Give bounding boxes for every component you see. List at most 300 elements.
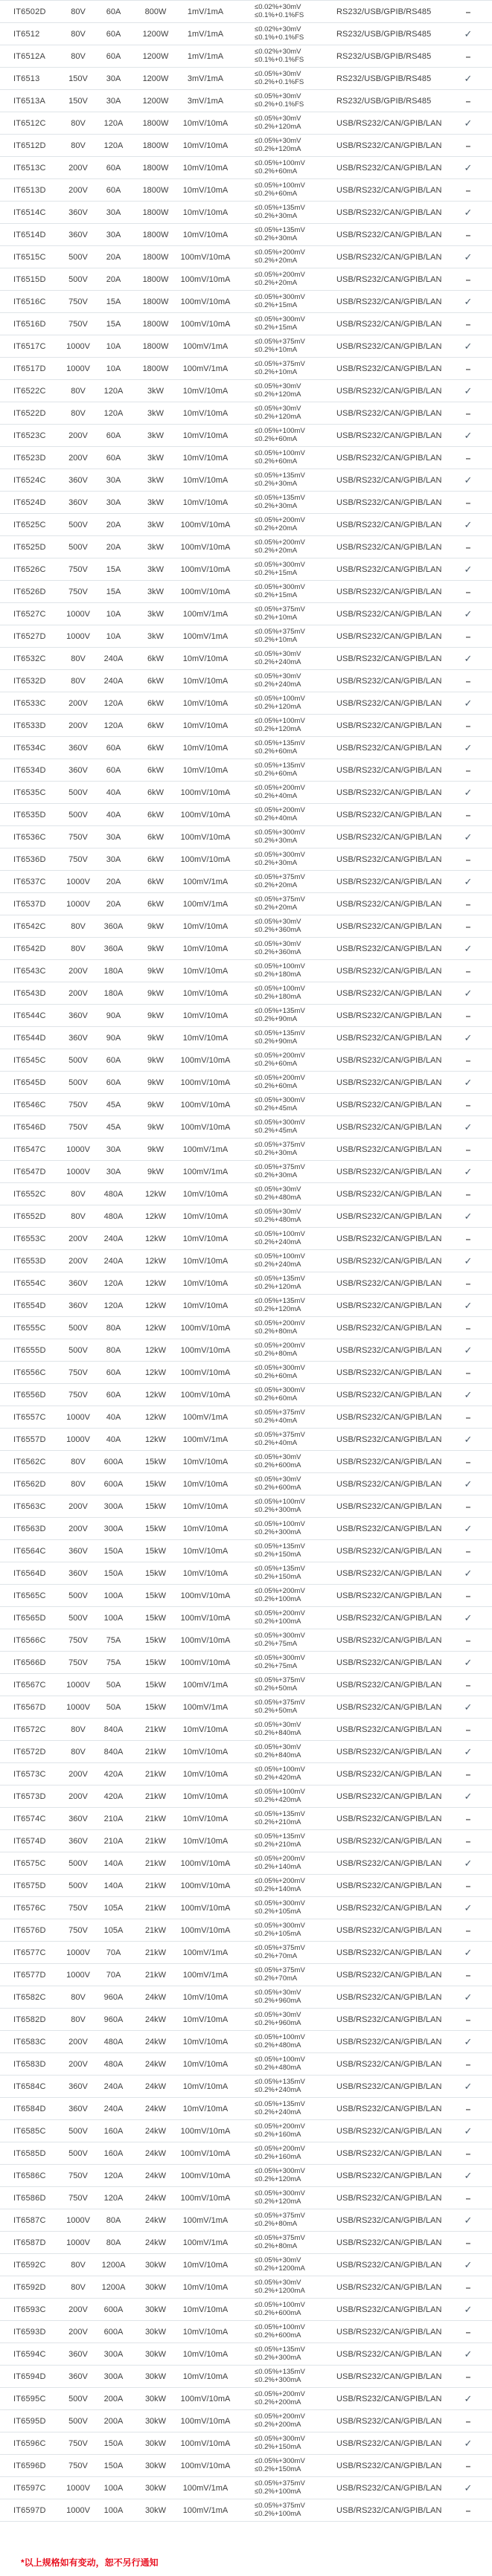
accuracy-line1: ≤0.05%+200mV (255, 2412, 305, 2421)
accuracy-cell (234, 2346, 331, 2362)
table-row (0, 2388, 492, 2410)
accuracy-cell (234, 1543, 331, 1559)
model-cell: IT6592D (13, 2282, 46, 2292)
power-cell: 15kW (144, 1524, 167, 1533)
power-cell: 15kW (144, 1635, 167, 1645)
accuracy-line2: ≤0.2%+140mA (255, 1862, 301, 1871)
resolution-cell: 100mV/1mA (182, 1680, 229, 1690)
table-row (0, 1295, 492, 1317)
accuracy-cell (234, 405, 331, 421)
model-cell: IT6576C (13, 1903, 46, 1913)
accuracy-line1: ≤0.05%+375mV (255, 1408, 305, 1417)
table-row (0, 826, 492, 849)
accuracy-line1: ≤0.05%+200mV (255, 248, 305, 257)
voltage-cell: 1000V (66, 1948, 90, 1957)
model-cell: IT6533C (13, 698, 46, 708)
standard-flag: ✓ (464, 1567, 473, 1579)
accuracy-line2: ≤0.2%+30mA (255, 836, 298, 845)
resolution-cell: 10mV/10mA (182, 698, 229, 708)
resolution-cell: 10mV/10mA (182, 2260, 229, 2270)
resolution-cell: 100mV/10mA (180, 1055, 231, 1065)
voltage-cell: 750V (68, 2193, 88, 2203)
model-cell: IT6516C (13, 297, 46, 306)
model-cell: IT6594C (13, 2349, 46, 2359)
model-cell: IT6595D (13, 2416, 46, 2426)
current-cell: 30A (106, 475, 121, 485)
table-row (0, 23, 492, 45)
accuracy-line1: ≤0.05%+100mV (255, 2033, 305, 2041)
accuracy-cell (234, 1945, 331, 1960)
accuracy-line1: ≤0.05%+135mV (255, 2368, 305, 2376)
table-row (0, 1495, 492, 1518)
accuracy-line1: ≤0.05%+30mV (255, 2279, 301, 2287)
table-row (0, 1629, 492, 1652)
interfaces-cell: USB/RS232/CAN/GPIB/LAN (336, 2505, 442, 2515)
standard-flag: – (465, 1278, 471, 1289)
accuracy-cell (234, 1075, 331, 1090)
voltage-cell: 360V (68, 1814, 88, 1823)
resolution-cell: 100mV/1mA (182, 1702, 229, 1712)
standard-flag: ✓ (464, 1031, 473, 1043)
accuracy-cell (234, 1699, 331, 1715)
voltage-cell: 750V (68, 2461, 88, 2470)
table-row (0, 603, 492, 625)
power-cell: 21kW (144, 1970, 167, 1980)
accuracy-line1: ≤0.02%+30mV (255, 3, 301, 11)
accuracy-line1: ≤0.05%+100mV (255, 717, 305, 725)
standard-flag: ✓ (464, 2437, 473, 2449)
accuracy-cell (234, 517, 331, 532)
voltage-cell: 150V (68, 96, 88, 106)
interfaces-cell: USB/RS232/CAN/GPIB/LAN (336, 1791, 442, 1801)
voltage-cell: 80V (71, 51, 86, 61)
accuracy-cell (234, 1454, 331, 1469)
table-row (0, 224, 492, 246)
current-cell: 30A (106, 207, 121, 217)
model-cell: IT6542D (13, 944, 46, 953)
current-cell: 200A (103, 2394, 124, 2403)
current-cell: 420A (103, 1769, 124, 1779)
model-cell: IT6546C (13, 1100, 46, 1110)
power-cell: 9kW (147, 966, 164, 976)
model-cell: IT6565D (13, 1613, 46, 1623)
resolution-cell: 10mV/10mA (182, 765, 229, 775)
voltage-cell: 1000V (66, 631, 90, 641)
standard-flag: – (465, 631, 471, 642)
accuracy-line1: ≤0.05%+300mV (255, 1118, 305, 1127)
standard-flag: – (465, 2326, 471, 2337)
standard-flag: ✓ (464, 563, 473, 575)
resolution-cell: 10mV/10mA (182, 230, 229, 239)
interfaces-cell: USB/RS232/CAN/GPIB/LAN (336, 1903, 442, 1913)
resolution-cell: 10mV/10mA (182, 921, 229, 931)
interfaces-cell: USB/RS232/CAN/GPIB/LAN (336, 631, 442, 641)
model-cell: IT6513D (13, 185, 46, 195)
standard-flag: ✓ (464, 2125, 473, 2137)
standard-flag: ✓ (464, 474, 473, 486)
accuracy-cell (234, 450, 331, 466)
resolution-cell: 10mV/10mA (182, 2059, 229, 2069)
accuracy-line1: ≤0.05%+300mV (255, 1364, 305, 1372)
accuracy-line1: ≤0.05%+100mV (255, 1498, 305, 1506)
power-cell: 24kW (144, 2238, 167, 2247)
voltage-cell: 200V (68, 2305, 88, 2314)
model-cell: IT6544D (13, 1033, 46, 1043)
accuracy-line1: ≤0.05%+135mV (255, 226, 305, 234)
current-cell: 840A (103, 1725, 124, 1734)
accuracy-cell (234, 1922, 331, 1938)
table-row (0, 1942, 492, 1964)
resolution-cell: 10mV/10mA (182, 2371, 229, 2381)
accuracy-line1: ≤0.05%+375mV (255, 1698, 305, 1707)
accuracy-line2: ≤0.2%+120mA (255, 1282, 301, 1291)
voltage-cell: 1000V (66, 2483, 90, 2493)
accuracy-cell (234, 1142, 331, 1157)
accuracy-line1: ≤0.05%+100mV (255, 962, 305, 970)
accuracy-cell (234, 1610, 331, 1626)
voltage-cell: 80V (71, 118, 86, 128)
model-cell: IT6556D (13, 1390, 46, 1400)
interfaces-cell: USB/RS232/CAN/GPIB/LAN (336, 1301, 442, 1310)
interfaces-cell: USB/RS232/CAN/GPIB/LAN (336, 2438, 442, 2448)
accuracy-line1: ≤0.05%+135mV (255, 2345, 305, 2354)
power-cell: 21kW (144, 1948, 167, 1957)
model-cell: IT6547D (13, 1167, 46, 1176)
power-cell: 30kW (144, 2438, 167, 2448)
resolution-cell: 10mV/10mA (182, 1457, 229, 1466)
resolution-cell: 10mV/10mA (182, 453, 229, 463)
accuracy-line2: ≤0.2%+60mA (255, 1394, 298, 1403)
current-cell: 600A (103, 1457, 124, 1466)
resolution-cell: 100mV/10mA (180, 2416, 231, 2426)
accuracy-line2: ≤0.2%+140mA (255, 1884, 301, 1893)
table-row (0, 202, 492, 224)
table-row (0, 2009, 492, 2031)
current-cell: 60A (106, 185, 121, 195)
power-cell: 6kW (147, 788, 164, 797)
accuracy-cell (234, 1632, 331, 1648)
accuracy-line2: ≤0.2%+80mA (255, 1349, 298, 1358)
accuracy-line1: ≤0.05%+30mV (255, 918, 301, 926)
table-row (0, 1786, 492, 1808)
current-cell: 210A (103, 1814, 124, 1823)
table-row (0, 1250, 492, 1272)
accuracy-cell (234, 1030, 331, 1046)
interfaces-cell: USB/RS232/CAN/GPIB/LAN (336, 341, 442, 351)
interfaces-cell: USB/RS232/CAN/GPIB/LAN (336, 1591, 442, 1600)
interfaces-cell: RS232/USB/GPIB/RS485 (336, 29, 432, 39)
power-cell: 21kW (144, 1791, 167, 1801)
accuracy-line2: ≤0.2%+45mA (255, 1126, 298, 1135)
interfaces-cell: USB/RS232/CAN/GPIB/LAN (336, 386, 442, 396)
accuracy-cell (234, 1186, 331, 1202)
accuracy-line1: ≤0.05%+100mV (255, 1765, 305, 1774)
standard-flag: – (465, 1501, 471, 1512)
accuracy-line1: ≤0.05%+100mV (255, 695, 305, 703)
interfaces-cell: USB/RS232/CAN/GPIB/LAN (336, 2037, 442, 2047)
standard-flag: ✓ (464, 1611, 473, 1623)
table-row (0, 1451, 492, 1473)
accuracy-cell (234, 1655, 331, 1670)
accuracy-line1: ≤0.05%+30mV (255, 940, 301, 948)
resolution-cell: 10mV/10mA (182, 1033, 229, 1043)
accuracy-line2: ≤0.2%+70mA (255, 1974, 298, 1983)
table-row (0, 2254, 492, 2276)
current-cell: 420A (103, 1791, 124, 1801)
interfaces-cell: USB/RS232/CAN/GPIB/LAN (336, 1278, 442, 1288)
voltage-cell: 750V (68, 832, 88, 842)
voltage-cell: 80V (71, 1747, 86, 1756)
resolution-cell: 10mV/10mA (182, 2104, 229, 2113)
accuracy-line2: ≤0.2%+1200mA (255, 2264, 305, 2273)
accuracy-cell (234, 1476, 331, 1492)
table-row (0, 2098, 492, 2120)
standard-flag: ✓ (464, 2392, 473, 2404)
standard-flag: ✓ (464, 1478, 473, 1490)
interfaces-cell: USB/RS232/CAN/GPIB/LAN (336, 2483, 442, 2493)
model-cell: IT6537D (13, 899, 46, 909)
power-cell: 9kW (147, 944, 164, 953)
power-cell: 30kW (144, 2282, 167, 2292)
accuracy-cell (234, 1164, 331, 1179)
model-cell: IT6536D (13, 854, 46, 864)
model-cell: IT6597C (13, 2483, 46, 2493)
interfaces-cell: RS232/USB/GPIB/RS485 (336, 7, 432, 16)
interfaces-cell: USB/RS232/CAN/GPIB/LAN (336, 319, 442, 329)
interfaces-cell: USB/RS232/CAN/GPIB/LAN (336, 1345, 442, 1355)
table-row (0, 1585, 492, 1607)
voltage-cell: 360V (68, 2081, 88, 2091)
voltage-cell: 80V (71, 676, 86, 686)
model-cell: IT6547C (13, 1144, 46, 1154)
current-cell: 60A (106, 1078, 121, 1087)
power-cell: 3kW (147, 631, 164, 641)
power-cell: 1200W (142, 96, 169, 106)
voltage-cell: 80V (71, 1211, 86, 1221)
standard-flag: – (465, 408, 471, 419)
interfaces-cell: USB/RS232/CAN/GPIB/LAN (336, 1858, 442, 1868)
model-cell: IT6587D (13, 2238, 46, 2247)
interfaces-cell: USB/RS232/CAN/GPIB/LAN (336, 2327, 442, 2337)
table-row (0, 1518, 492, 1540)
standard-flag: ✓ (464, 1076, 473, 1088)
standard-flag: – (465, 898, 471, 909)
standard-flag: ✓ (464, 1745, 473, 1757)
voltage-cell: 1000V (66, 1167, 90, 1176)
voltage-cell: 500V (68, 1345, 88, 1355)
accuracy-line1: ≤0.05%+200mV (255, 271, 305, 279)
current-cell: 160A (103, 2126, 124, 2136)
accuracy-cell (234, 271, 331, 287)
accuracy-line1: ≤0.05%+300mV (255, 1654, 305, 1662)
accuracy-cell (234, 2458, 331, 2473)
accuracy-cell (234, 673, 331, 689)
accuracy-line2: ≤0.2%+120mA (255, 122, 301, 131)
interfaces-cell: USB/RS232/CAN/GPIB/LAN (336, 2238, 442, 2247)
interfaces-cell: USB/RS232/CAN/GPIB/LAN (336, 1970, 442, 1980)
standard-flag: ✓ (464, 2169, 473, 2181)
model-cell: IT6546D (13, 1122, 46, 1132)
power-cell: 3kW (147, 431, 164, 440)
interfaces-cell: USB/RS232/CAN/GPIB/LAN (336, 564, 442, 574)
accuracy-cell (234, 718, 331, 733)
interfaces-cell: USB/RS232/CAN/GPIB/LAN (336, 141, 442, 150)
standard-flag: – (465, 586, 471, 597)
interfaces-cell: USB/RS232/CAN/GPIB/LAN (336, 676, 442, 686)
model-cell: IT6525D (13, 542, 46, 552)
voltage-cell: 500V (68, 1323, 88, 1333)
power-cell: 6kW (147, 899, 164, 909)
accuracy-line2: ≤0.2%+120mA (255, 390, 301, 399)
voltage-cell: 750V (68, 854, 88, 864)
accuracy-line2: ≤0.2%+100mA (255, 1594, 301, 1603)
standard-flag: ✓ (464, 1656, 473, 1668)
interfaces-cell: USB/RS232/CAN/GPIB/LAN (336, 1122, 442, 1132)
interfaces-cell: USB/RS232/CAN/GPIB/LAN (336, 1457, 442, 1466)
current-cell: 40A (106, 1412, 121, 1422)
accuracy-line2: ≤0.2%+420mA (255, 1773, 301, 1782)
standard-flag: ✓ (464, 1344, 473, 1356)
table-row (0, 737, 492, 759)
table-row (0, 581, 492, 603)
accuracy-line1: ≤0.05%+375mV (255, 895, 305, 904)
standard-flag: ✓ (464, 2258, 473, 2270)
current-cell: 240A (103, 2081, 124, 2091)
voltage-cell: 200V (68, 431, 88, 440)
power-cell: 24kW (144, 2126, 167, 2136)
power-cell: 15kW (144, 1501, 167, 1511)
accuracy-cell (234, 1052, 331, 1068)
standard-flag: – (465, 965, 471, 976)
accuracy-cell (234, 1878, 331, 1893)
resolution-cell: 100mV/10mA (180, 1368, 231, 1377)
table-row (0, 1339, 492, 1362)
current-cell: 1200A (101, 2260, 126, 2270)
standard-flag: – (465, 2282, 471, 2293)
power-cell: 24kW (144, 2037, 167, 2047)
current-cell: 60A (106, 29, 121, 39)
current-cell: 80A (106, 2215, 121, 2225)
voltage-cell: 80V (71, 408, 86, 418)
standard-flag: ✓ (464, 1902, 473, 1913)
resolution-cell: 3mV/1mA (187, 74, 224, 83)
accuracy-cell (234, 985, 331, 1001)
accuracy-line1: ≤0.05%+300mV (255, 1632, 305, 1640)
standard-flag: – (465, 1813, 471, 1824)
voltage-cell: 750V (68, 1390, 88, 1400)
model-cell: IT6542C (13, 921, 46, 931)
current-cell: 100A (103, 1591, 124, 1600)
resolution-cell: 100mV/10mA (180, 274, 231, 284)
power-cell: 9kW (147, 1144, 164, 1154)
model-cell: IT6536C (13, 832, 46, 842)
accuracy-line2: ≤0.2%+20mA (255, 903, 298, 912)
accuracy-line2: ≤0.2%+240mA (255, 2108, 301, 2116)
model-cell: IT6537C (13, 877, 46, 886)
model-cell: IT6567C (13, 1680, 46, 1690)
current-cell: 15A (106, 587, 121, 596)
accuracy-cell (234, 1744, 331, 1759)
current-cell: 50A (106, 1680, 121, 1690)
resolution-cell: 10mV/10mA (182, 743, 229, 753)
accuracy-line1: ≤0.05%+300mV (255, 583, 305, 591)
voltage-cell: 500V (68, 2394, 88, 2403)
accuracy-line1: ≤0.05%+200mV (255, 1319, 305, 1327)
accuracy-line1: ≤0.05%+300mV (255, 561, 305, 569)
model-cell: IT6597D (13, 2505, 46, 2515)
table-row (0, 849, 492, 871)
interfaces-cell: USB/RS232/CAN/GPIB/LAN (336, 1479, 442, 1489)
current-cell: 20A (106, 252, 121, 262)
voltage-cell: 1000V (66, 1702, 90, 1712)
table-row (0, 1161, 492, 1183)
accuracy-cell (234, 227, 331, 242)
model-cell: IT6524D (13, 498, 46, 507)
accuracy-cell (234, 2212, 331, 2228)
current-cell: 600A (103, 2305, 124, 2314)
voltage-cell: 360V (68, 207, 88, 217)
voltage-cell: 80V (71, 386, 86, 396)
current-cell: 100A (103, 2483, 124, 2493)
voltage-cell: 80V (71, 654, 86, 663)
table-row (0, 1406, 492, 1429)
current-cell: 40A (106, 810, 121, 820)
power-cell: 3kW (147, 609, 164, 619)
accuracy-line2: ≤0.2%+10mA (255, 345, 298, 354)
accuracy-line2: ≤0.2%+60mA (255, 1059, 298, 1068)
accuracy-cell (234, 1432, 331, 1447)
accuracy-line2: ≤0.2%+15mA (255, 300, 298, 309)
standard-flag: – (465, 764, 471, 776)
standard-flag: ✓ (464, 1991, 473, 2003)
standard-flag: ✓ (464, 942, 473, 954)
current-cell: 210A (103, 1836, 124, 1846)
accuracy-cell (234, 26, 331, 42)
standard-flag: ✓ (464, 251, 473, 263)
standard-flag: – (465, 809, 471, 820)
interfaces-cell: USB/RS232/CAN/GPIB/LAN (336, 2193, 442, 2203)
resolution-cell: 100mV/10mA (180, 1881, 231, 1890)
voltage-cell: 80V (71, 1189, 86, 1199)
resolution-cell: 100mV/10mA (180, 319, 231, 329)
standard-flag: – (465, 2014, 471, 2025)
resolution-cell: 10mV/10mA (182, 1836, 229, 1846)
table-row (0, 670, 492, 692)
accuracy-line2: ≤0.2%+480mA (255, 2063, 301, 2072)
interfaces-cell: USB/RS232/CAN/GPIB/LAN (336, 1256, 442, 1266)
accuracy-line2: ≤0.2%+200mA (255, 2420, 301, 2429)
table-row (0, 1562, 492, 1585)
accuracy-line2: ≤0.2%+105mA (255, 1907, 301, 1916)
current-cell: 45A (106, 1100, 121, 1110)
standard-flag: – (465, 1367, 471, 1378)
accuracy-line1: ≤0.05%+135mV (255, 471, 305, 480)
model-cell: IT6583C (13, 2037, 46, 2047)
accuracy-line2: ≤0.2%+420mA (255, 1795, 301, 1804)
current-cell: 150A (103, 2461, 124, 2470)
table-row (0, 2031, 492, 2053)
current-cell: 40A (106, 788, 121, 797)
table-row (0, 2299, 492, 2321)
accuracy-cell (234, 874, 331, 889)
accuracy-cell (234, 918, 331, 934)
accuracy-cell (234, 2123, 331, 2139)
standard-flag: – (465, 675, 471, 686)
current-cell: 80A (106, 2238, 121, 2247)
power-cell: 6kW (147, 721, 164, 730)
interfaces-cell: USB/RS232/CAN/GPIB/LAN (336, 2148, 442, 2158)
current-cell: 120A (103, 408, 124, 418)
